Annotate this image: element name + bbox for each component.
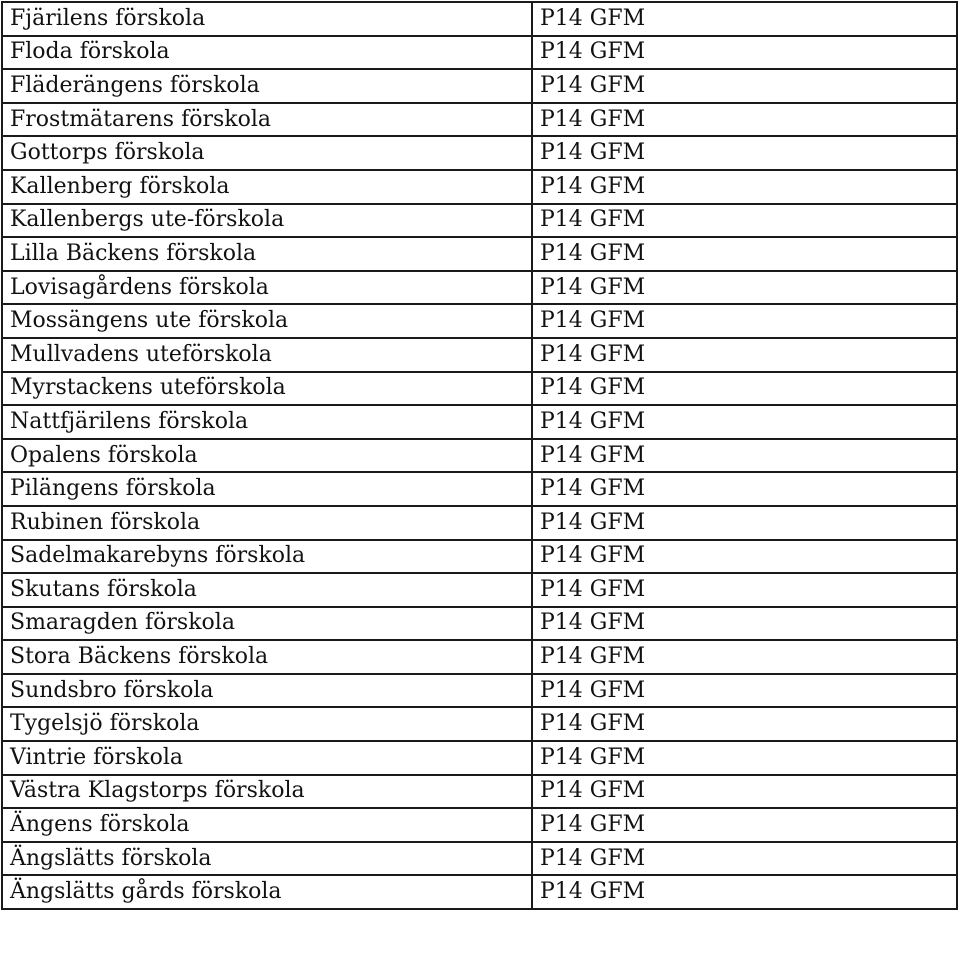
code-cell: P14 GFM — [532, 103, 957, 137]
code-cell: P14 GFM — [532, 540, 957, 574]
code-cell: P14 GFM — [532, 405, 957, 439]
code-cell: P14 GFM — [532, 842, 957, 876]
preschool-name-cell: Ängslätts förskola — [2, 842, 532, 876]
code-cell: P14 GFM — [532, 808, 957, 842]
table-row — [2, 405, 957, 439]
preschool-name-cell: Sundsbro förskola — [2, 674, 532, 708]
table-row — [2, 170, 957, 204]
preschool-name-cell: Frostmätarens förskola — [2, 103, 532, 137]
preschool-name-cell: Pilängens förskola — [2, 472, 532, 506]
table-row — [2, 640, 957, 674]
preschool-name-cell: Ängens förskola — [2, 808, 532, 842]
preschool-name-cell: Vintrie förskola — [2, 741, 532, 775]
table-row — [2, 472, 957, 506]
code-cell: P14 GFM — [532, 136, 957, 170]
table-row — [2, 506, 957, 540]
preschool-name-cell: Gottorps förskola — [2, 136, 532, 170]
table-row — [2, 372, 957, 406]
table-row — [2, 204, 957, 238]
code-cell: P14 GFM — [532, 338, 957, 372]
code-cell: P14 GFM — [532, 674, 957, 708]
code-cell: P14 GFM — [532, 439, 957, 473]
table-row — [2, 271, 957, 305]
preschool-name-cell: Floda förskola — [2, 36, 532, 70]
preschool-name-cell: Stora Bäckens förskola — [2, 640, 532, 674]
preschool-name-cell: Opalens förskola — [2, 439, 532, 473]
preschool-name-cell: Skutans förskola — [2, 573, 532, 607]
preschool-name-cell: Myrstackens uteförskola — [2, 372, 532, 406]
preschool-name-cell: Kallenberg förskola — [2, 170, 532, 204]
preschool-name-cell: Västra Klagstorps förskola — [2, 775, 532, 809]
code-cell: P14 GFM — [532, 304, 957, 338]
table-row — [2, 237, 957, 271]
code-cell: P14 GFM — [532, 204, 957, 238]
code-cell: P14 GFM — [532, 472, 957, 506]
preschool-name-cell: Fläderängens förskola — [2, 69, 532, 103]
code-cell: P14 GFM — [532, 573, 957, 607]
table-row — [2, 842, 957, 876]
table-row — [2, 875, 957, 909]
table-row — [2, 103, 957, 137]
preschool-name-cell: Mossängens ute förskola — [2, 304, 532, 338]
code-cell: P14 GFM — [532, 170, 957, 204]
table-row — [2, 69, 957, 103]
table-row — [2, 540, 957, 574]
table-row — [2, 573, 957, 607]
preschool-name-cell: Rubinen förskola — [2, 506, 532, 540]
table-row — [2, 136, 957, 170]
table-row — [2, 36, 957, 70]
preschool-name-cell: Nattfjärilens förskola — [2, 405, 532, 439]
code-cell: P14 GFM — [532, 237, 957, 271]
code-cell: P14 GFM — [532, 707, 957, 741]
preschool-name-cell: Kallenbergs ute-förskola — [2, 204, 532, 238]
preschool-name-cell: Ängslätts gårds förskola — [2, 875, 532, 909]
table-row — [2, 439, 957, 473]
table-row — [2, 741, 957, 775]
preschool-table — [1, 1, 958, 910]
table-body — [2, 2, 957, 909]
preschool-name-cell: Lilla Bäckens förskola — [2, 237, 532, 271]
table-row — [2, 2, 957, 36]
table-row — [2, 707, 957, 741]
preschool-name-cell: Sadelmakarebyns förskola — [2, 540, 532, 574]
code-cell: P14 GFM — [532, 271, 957, 305]
code-cell: P14 GFM — [532, 875, 957, 909]
code-cell: P14 GFM — [532, 607, 957, 641]
code-cell: P14 GFM — [532, 69, 957, 103]
code-cell: P14 GFM — [532, 36, 957, 70]
code-cell: P14 GFM — [532, 640, 957, 674]
code-cell: P14 GFM — [532, 372, 957, 406]
preschool-name-cell: Fjärilens förskola — [2, 2, 532, 36]
code-cell: P14 GFM — [532, 775, 957, 809]
code-cell: P14 GFM — [532, 741, 957, 775]
code-cell: P14 GFM — [532, 506, 957, 540]
table-row — [2, 775, 957, 809]
preschool-name-cell: Mullvadens uteförskola — [2, 338, 532, 372]
table-row — [2, 607, 957, 641]
table-row — [2, 674, 957, 708]
code-cell: P14 GFM — [532, 2, 957, 36]
preschool-name-cell: Lovisagårdens förskola — [2, 271, 532, 305]
preschool-name-cell: Tygelsjö förskola — [2, 707, 532, 741]
table-row — [2, 808, 957, 842]
table-row — [2, 304, 957, 338]
preschool-name-cell: Smaragden förskola — [2, 607, 532, 641]
table-row — [2, 338, 957, 372]
